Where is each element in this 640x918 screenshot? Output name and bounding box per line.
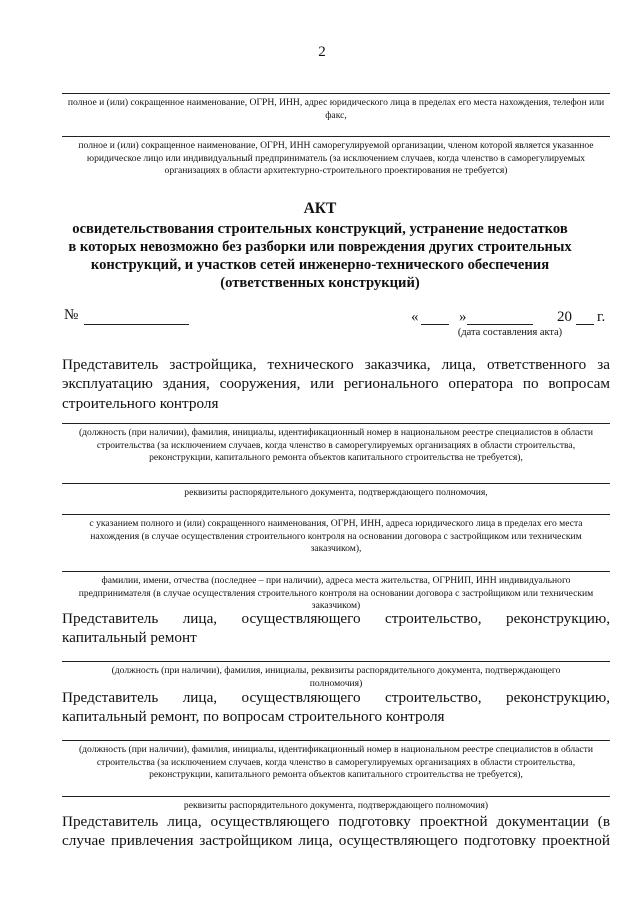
fill-line[interactable] bbox=[62, 514, 610, 515]
caption-individual-entrepreneur: фамилии, имени, отчества (последнее – при наличии), адреса места жительства, ОГРНИП, ИНН индивидуального предпринимателя (в случае осуществления строительного контроля на основании договора с застройщиком или техническим заказчиком) bbox=[78, 575, 594, 612]
caption-position-authority: (должность (при наличии), фамилия, инициалы, реквизиты распорядительного документа, подтверждающего полномочия) bbox=[111, 665, 561, 689]
fill-line[interactable] bbox=[62, 423, 610, 424]
act-number-field[interactable] bbox=[84, 324, 189, 325]
designer-representative-label: Представитель лица, осуществляющего подготовку проектной документации (в случае привлечения застройщиком лица, осуществляющего подготовку проектной bbox=[62, 813, 610, 850]
act-title-line: (ответственных конструкций) bbox=[220, 275, 420, 291]
fill-line[interactable] bbox=[62, 571, 610, 572]
act-title-line: конструкций, и участков сетей инженерно-технического обеспечения bbox=[90, 257, 550, 273]
date-quote-open: « bbox=[411, 309, 419, 325]
caption-position-specialist: (должность (при наличии), фамилия, инициалы, идентификационный номер в национальном реестре специалистов в области строительства (за исключением случаев, когда членство в саморегулируемых организациях в области строительства, реконструкции, капитального ремонта объектов капитального строительства не требуется), bbox=[78, 427, 594, 464]
act-title-line: освидетельствования строительных конструкций, устранение недостатков bbox=[72, 221, 568, 237]
fill-line bbox=[62, 136, 610, 137]
act-heading: АКТ bbox=[303, 200, 337, 217]
act-title-line: в которых невозможно без разборки или повреждения других строительных bbox=[68, 239, 572, 255]
date-year-field[interactable] bbox=[576, 324, 594, 325]
builder-representative-label: Представитель лица, осуществляющего строительство, реконструкцию, капитальный ремонт bbox=[62, 610, 610, 647]
page-number: 2 bbox=[318, 44, 326, 60]
date-quote-close: » bbox=[459, 309, 467, 325]
caption-position-specialist: (должность (при наличии), фамилия, инициалы, идентификационный номер в национальном реестре специалистов в области строительства (за исключением случаев, когда членство в саморегулируемых организациях в области строительства, реконструкции, капитального ремонта объектов капитального строительства не требуется), bbox=[78, 744, 594, 781]
date-year-suffix: г. bbox=[597, 309, 606, 325]
developer-representative-label: Представитель застройщика, технического заказчика, лица, ответственного за эксплуатацию здания, сооружения, или регионального оператора по вопросам строительного контроля bbox=[62, 356, 610, 412]
caption-organization: полное и (или) сокращенное наименование, ОГРН, ИНН, адрес юридического лица в пределах его места нахождения, телефон или факс, bbox=[67, 97, 605, 121]
date-year-prefix: 20 bbox=[557, 309, 572, 325]
fill-line[interactable] bbox=[62, 740, 610, 741]
fill-line[interactable] bbox=[62, 483, 610, 484]
caption-authority-doc: реквизиты распорядительного документа, подтверждающего полномочия, bbox=[184, 487, 488, 498]
fill-line[interactable] bbox=[62, 661, 610, 662]
date-day-field[interactable] bbox=[421, 324, 449, 325]
builder-control-representative-label: Представитель лица, осуществляющего строительство, реконструкцию, капитальный ремонт, по вопросам строительного контроля bbox=[62, 689, 610, 726]
caption-authority-doc: реквизиты распорядительного документа, подтверждающего полномочия) bbox=[183, 800, 489, 811]
caption-legal-entity: с указанием полного и (или) сокращенного наименования, ОГРН, ИНН, адреса юридического лица в пределах его места нахождения (в случае осуществления строительного контроля на основании договора с застройщиком или техническим заказчиком), bbox=[89, 518, 583, 555]
number-sign: № bbox=[64, 307, 79, 323]
fill-line bbox=[62, 93, 610, 94]
date-caption: (дата составления акта) bbox=[457, 327, 563, 338]
fill-line[interactable] bbox=[62, 796, 610, 797]
caption-sro: полное и (или) сокращенное наименование, ОГРН, ИНН саморегулируемой организации, членом которой является указанное юридическое лицо или индивидуальный предприниматель (за исключением случаев, когда членство в саморегулируемых организациях в области архитектурно-строительного проектирования не требуется) bbox=[78, 140, 594, 177]
date-month-field[interactable] bbox=[467, 324, 533, 325]
